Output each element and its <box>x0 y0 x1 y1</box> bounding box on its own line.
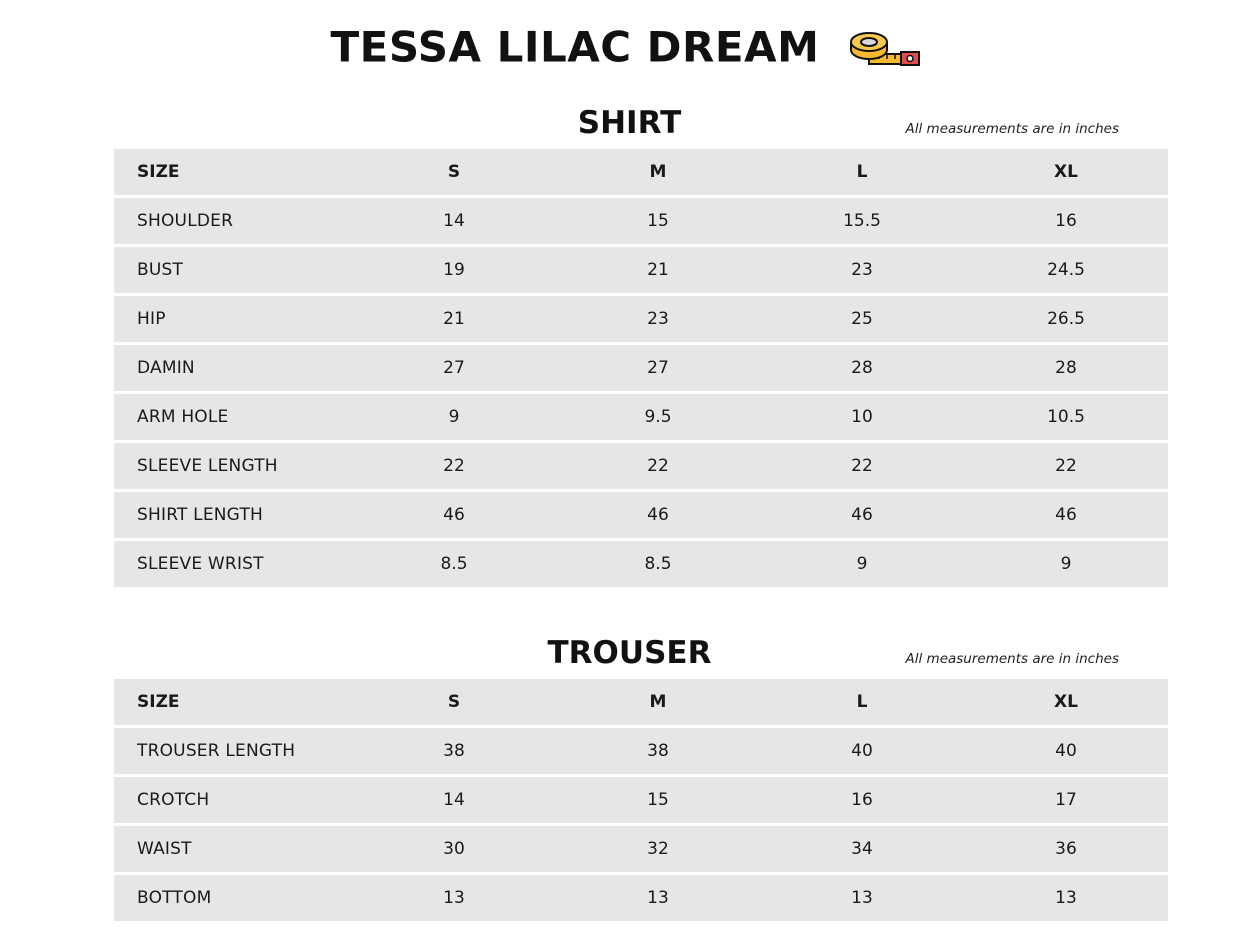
cell-value: 13 <box>964 875 1168 921</box>
table-row <box>114 198 1168 244</box>
cell-value: 15 <box>556 198 760 244</box>
cell-value: 9 <box>964 541 1168 587</box>
cell-value: 26.5 <box>964 296 1168 342</box>
cell-value: 30 <box>352 826 556 872</box>
row-label: DAMIN <box>114 345 352 391</box>
table-row <box>114 345 1168 391</box>
cell-value: 38 <box>352 728 556 774</box>
trouser-size-table <box>114 676 1168 924</box>
cell-value: 22 <box>556 443 760 489</box>
cell-value: 27 <box>352 345 556 391</box>
table-row <box>114 728 1168 774</box>
table-row <box>114 826 1168 872</box>
table-row <box>114 443 1168 489</box>
cell-value: 22 <box>352 443 556 489</box>
cell-value: 16 <box>760 777 964 823</box>
header-size-m: M <box>556 679 760 725</box>
cell-value: 9 <box>760 541 964 587</box>
cell-value: 17 <box>964 777 1168 823</box>
trouser-section <box>114 633 1145 924</box>
header-size-xl: XL <box>964 679 1168 725</box>
row-label: BOTTOM <box>114 875 352 921</box>
row-label: BUST <box>114 247 352 293</box>
cell-value: 32 <box>556 826 760 872</box>
table-row <box>114 394 1168 440</box>
cell-value: 22 <box>964 443 1168 489</box>
table-row <box>114 541 1168 587</box>
cell-value: 9 <box>352 394 556 440</box>
cell-value: 40 <box>760 728 964 774</box>
row-label: SLEEVE LENGTH <box>114 443 352 489</box>
header-size-label: SIZE <box>114 149 352 195</box>
row-label: SHIRT LENGTH <box>114 492 352 538</box>
cell-value: 15.5 <box>760 198 964 244</box>
cell-value: 13 <box>352 875 556 921</box>
row-label: SLEEVE WRIST <box>114 541 352 587</box>
header-size-m: M <box>556 149 760 195</box>
table-header-row <box>114 679 1168 725</box>
cell-value: 9.5 <box>556 394 760 440</box>
row-label: HIP <box>114 296 352 342</box>
header-size-s: S <box>352 679 556 725</box>
trouser-measurement-note: All measurements are in inches <box>905 651 1119 667</box>
cell-value: 10 <box>760 394 964 440</box>
row-label: TROUSER LENGTH <box>114 728 352 774</box>
shirt-size-table <box>114 146 1168 590</box>
cell-value: 36 <box>964 826 1168 872</box>
cell-value: 27 <box>556 345 760 391</box>
cell-value: 13 <box>760 875 964 921</box>
cell-value: 21 <box>556 247 760 293</box>
cell-value: 8.5 <box>352 541 556 587</box>
table-row <box>114 247 1168 293</box>
cell-value: 25 <box>760 296 964 342</box>
cell-value: 34 <box>760 826 964 872</box>
cell-value: 14 <box>352 777 556 823</box>
table-row <box>114 777 1168 823</box>
cell-value: 28 <box>964 345 1168 391</box>
cell-value: 10.5 <box>964 394 1168 440</box>
header-size-xl: XL <box>964 149 1168 195</box>
row-label: WAIST <box>114 826 352 872</box>
table-header-row <box>114 149 1168 195</box>
page-title-text: TESSA LILAC DREAM <box>330 22 820 72</box>
shirt-section <box>114 103 1145 590</box>
cell-value: 15 <box>556 777 760 823</box>
row-label: SHOULDER <box>114 198 352 244</box>
header-size-s: S <box>352 149 556 195</box>
table-row <box>114 296 1168 342</box>
trouser-section-header <box>114 633 1145 679</box>
table-row <box>114 875 1168 921</box>
cell-value: 40 <box>964 728 1168 774</box>
header-size-l: L <box>760 679 964 725</box>
cell-value: 13 <box>556 875 760 921</box>
cell-value: 24.5 <box>964 247 1168 293</box>
cell-value: 8.5 <box>556 541 760 587</box>
cell-value: 46 <box>556 492 760 538</box>
cell-value: 38 <box>556 728 760 774</box>
cell-value: 46 <box>964 492 1168 538</box>
cell-value: 22 <box>760 443 964 489</box>
cell-value: 21 <box>352 296 556 342</box>
header-size-l: L <box>760 149 964 195</box>
row-label: ARM HOLE <box>114 394 352 440</box>
cell-value: 28 <box>760 345 964 391</box>
measuring-tape-icon <box>849 30 921 66</box>
page-title <box>0 18 1251 75</box>
header-size-label: SIZE <box>114 679 352 725</box>
cell-value: 16 <box>964 198 1168 244</box>
cell-value: 23 <box>556 296 760 342</box>
shirt-section-header <box>114 103 1145 149</box>
cell-value: 46 <box>352 492 556 538</box>
shirt-measurement-note: All measurements are in inches <box>905 121 1119 137</box>
cell-value: 46 <box>760 492 964 538</box>
cell-value: 19 <box>352 247 556 293</box>
cell-value: 14 <box>352 198 556 244</box>
row-label: CROTCH <box>114 777 352 823</box>
cell-value: 23 <box>760 247 964 293</box>
trouser-section-title: TROUSER <box>547 635 712 671</box>
shirt-section-title: SHIRT <box>577 105 682 141</box>
table-row <box>114 492 1168 538</box>
